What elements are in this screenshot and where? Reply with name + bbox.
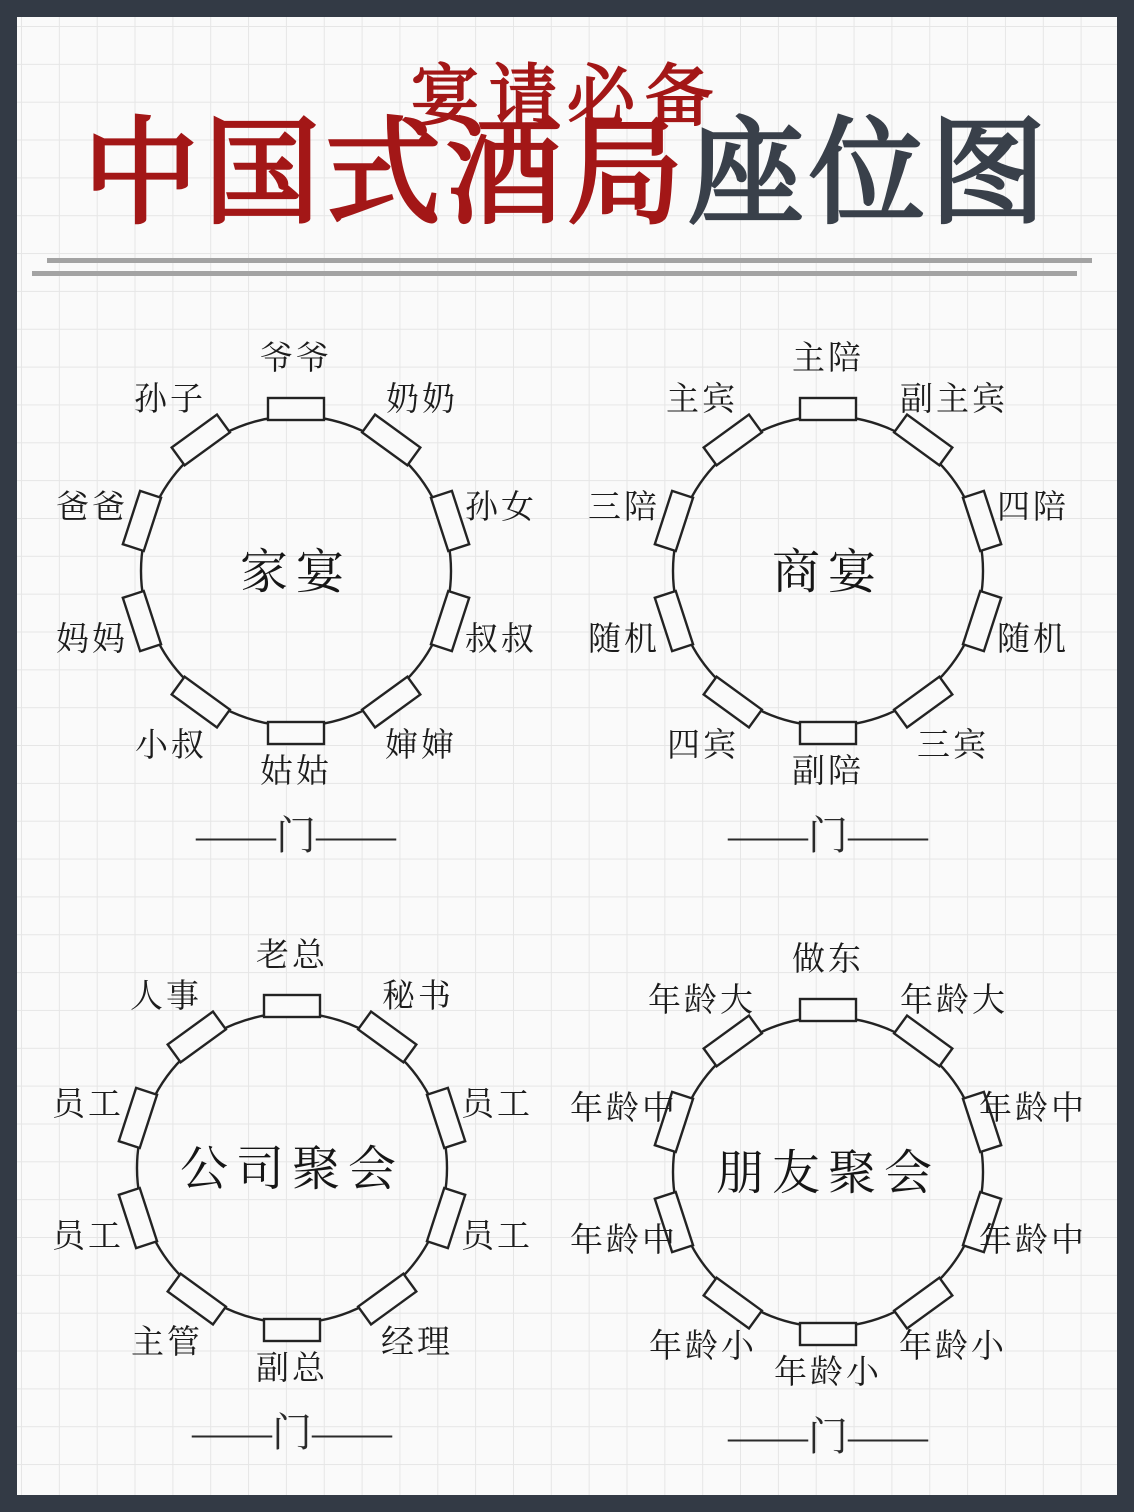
seat-7 xyxy=(119,1188,157,1248)
seat-label-4: 经理 xyxy=(381,1325,453,1361)
seat-0 xyxy=(268,398,324,420)
seat-label-9: 孙子 xyxy=(134,382,206,418)
seat-label-2: 孙女 xyxy=(465,490,537,526)
seat-label-9: 年龄大 xyxy=(648,983,756,1019)
grid-paper xyxy=(17,17,1117,1495)
seat-label-7: 员工 xyxy=(52,1219,124,1255)
seat-2 xyxy=(963,491,1001,551)
table-name: 商宴 xyxy=(771,546,885,599)
seat-label-7: 年龄中 xyxy=(570,1223,678,1259)
door-label: ——门—— xyxy=(728,813,928,858)
seat-label-1: 年龄大 xyxy=(900,983,1008,1019)
seat-8 xyxy=(119,1088,157,1148)
seat-label-4: 年龄小 xyxy=(899,1329,1007,1365)
seat-label-0: 爷爷 xyxy=(260,341,332,377)
table-friends-party xyxy=(558,927,1098,1472)
seat-label-4: 婶婶 xyxy=(385,728,457,764)
seat-9 xyxy=(172,415,230,466)
seat-8 xyxy=(655,491,693,551)
divider-line-top xyxy=(47,258,1092,263)
seat-label-9: 主宾 xyxy=(666,382,738,418)
page-badge: 宴请必备 xyxy=(410,59,723,135)
seat-9 xyxy=(704,415,762,466)
seat-label-8: 三陪 xyxy=(588,490,660,526)
seat-0 xyxy=(800,999,856,1021)
seat-1 xyxy=(894,415,952,466)
seat-6 xyxy=(704,677,762,728)
seat-label-5: 副总 xyxy=(256,1351,328,1387)
seat-label-6: 四宾 xyxy=(667,728,739,764)
seat-6 xyxy=(172,677,230,728)
seat-label-1: 副主宾 xyxy=(900,382,1008,418)
seat-label-1: 奶奶 xyxy=(386,382,458,418)
seat-9 xyxy=(704,1016,762,1067)
table-name: 朋友聚会 xyxy=(715,1147,941,1200)
table-name: 公司聚会 xyxy=(179,1143,405,1196)
seat-label-6: 主管 xyxy=(131,1325,203,1361)
table-business-banquet xyxy=(558,326,1098,871)
page-title-dark: 座位图 xyxy=(688,111,1051,239)
seat-label-2: 四陪 xyxy=(997,490,1069,526)
door-label: ——门—— xyxy=(192,1410,392,1455)
seat-6 xyxy=(704,1278,762,1329)
seat-1 xyxy=(362,415,420,466)
table-company-party xyxy=(22,923,562,1468)
seat-label-6: 小叔 xyxy=(135,728,207,764)
seat-0 xyxy=(264,995,320,1017)
seat-label-3: 叔叔 xyxy=(465,622,537,658)
seat-7 xyxy=(655,591,693,651)
door-label: ——门—— xyxy=(728,1414,928,1459)
seat-label-1: 秘书 xyxy=(382,979,454,1015)
seat-6 xyxy=(168,1274,226,1325)
seat-4 xyxy=(894,1278,952,1329)
seat-2 xyxy=(431,491,469,551)
seat-label-7: 妈妈 xyxy=(56,622,128,658)
divider-line-bottom xyxy=(32,271,1077,276)
seat-4 xyxy=(358,1274,416,1325)
seat-9 xyxy=(168,1012,226,1063)
seat-label-6: 年龄小 xyxy=(649,1329,757,1365)
seat-5 xyxy=(800,1323,856,1345)
seat-label-5: 姑姑 xyxy=(260,754,332,790)
seat-7 xyxy=(123,591,161,651)
seat-0 xyxy=(800,398,856,420)
seat-2 xyxy=(427,1088,465,1148)
seat-label-0: 老总 xyxy=(256,938,328,974)
seat-3 xyxy=(963,591,1001,651)
seat-1 xyxy=(894,1016,952,1067)
seat-label-8: 年龄中 xyxy=(570,1091,678,1127)
seat-label-3: 随机 xyxy=(997,622,1069,658)
seat-label-2: 年龄中 xyxy=(979,1091,1087,1127)
seat-label-8: 爸爸 xyxy=(56,490,128,526)
seat-label-0: 主陪 xyxy=(792,341,864,377)
table-name: 家宴 xyxy=(239,546,353,599)
page-title xyxy=(17,111,1117,241)
seat-label-3: 员工 xyxy=(461,1219,533,1255)
seat-label-2: 员工 xyxy=(461,1087,533,1123)
seat-4 xyxy=(894,677,952,728)
seat-5 xyxy=(268,722,324,744)
seat-label-8: 员工 xyxy=(52,1087,124,1123)
seat-label-9: 人事 xyxy=(130,979,202,1015)
seat-3 xyxy=(431,591,469,651)
seat-5 xyxy=(264,1319,320,1341)
seat-5 xyxy=(800,722,856,744)
seat-4 xyxy=(362,677,420,728)
seat-label-5: 年龄小 xyxy=(774,1355,882,1391)
seat-label-4: 三宾 xyxy=(917,728,989,764)
seat-label-5: 副陪 xyxy=(792,754,864,790)
seat-3 xyxy=(427,1188,465,1248)
table-family-banquet xyxy=(26,326,566,871)
seat-label-0: 做东 xyxy=(792,942,864,978)
page-title-red: 中国式酒局 xyxy=(83,111,688,239)
seat-8 xyxy=(123,491,161,551)
door-label: ——门—— xyxy=(196,813,396,858)
seat-label-7: 随机 xyxy=(588,622,660,658)
seat-1 xyxy=(358,1012,416,1063)
seat-label-3: 年龄中 xyxy=(979,1223,1087,1259)
